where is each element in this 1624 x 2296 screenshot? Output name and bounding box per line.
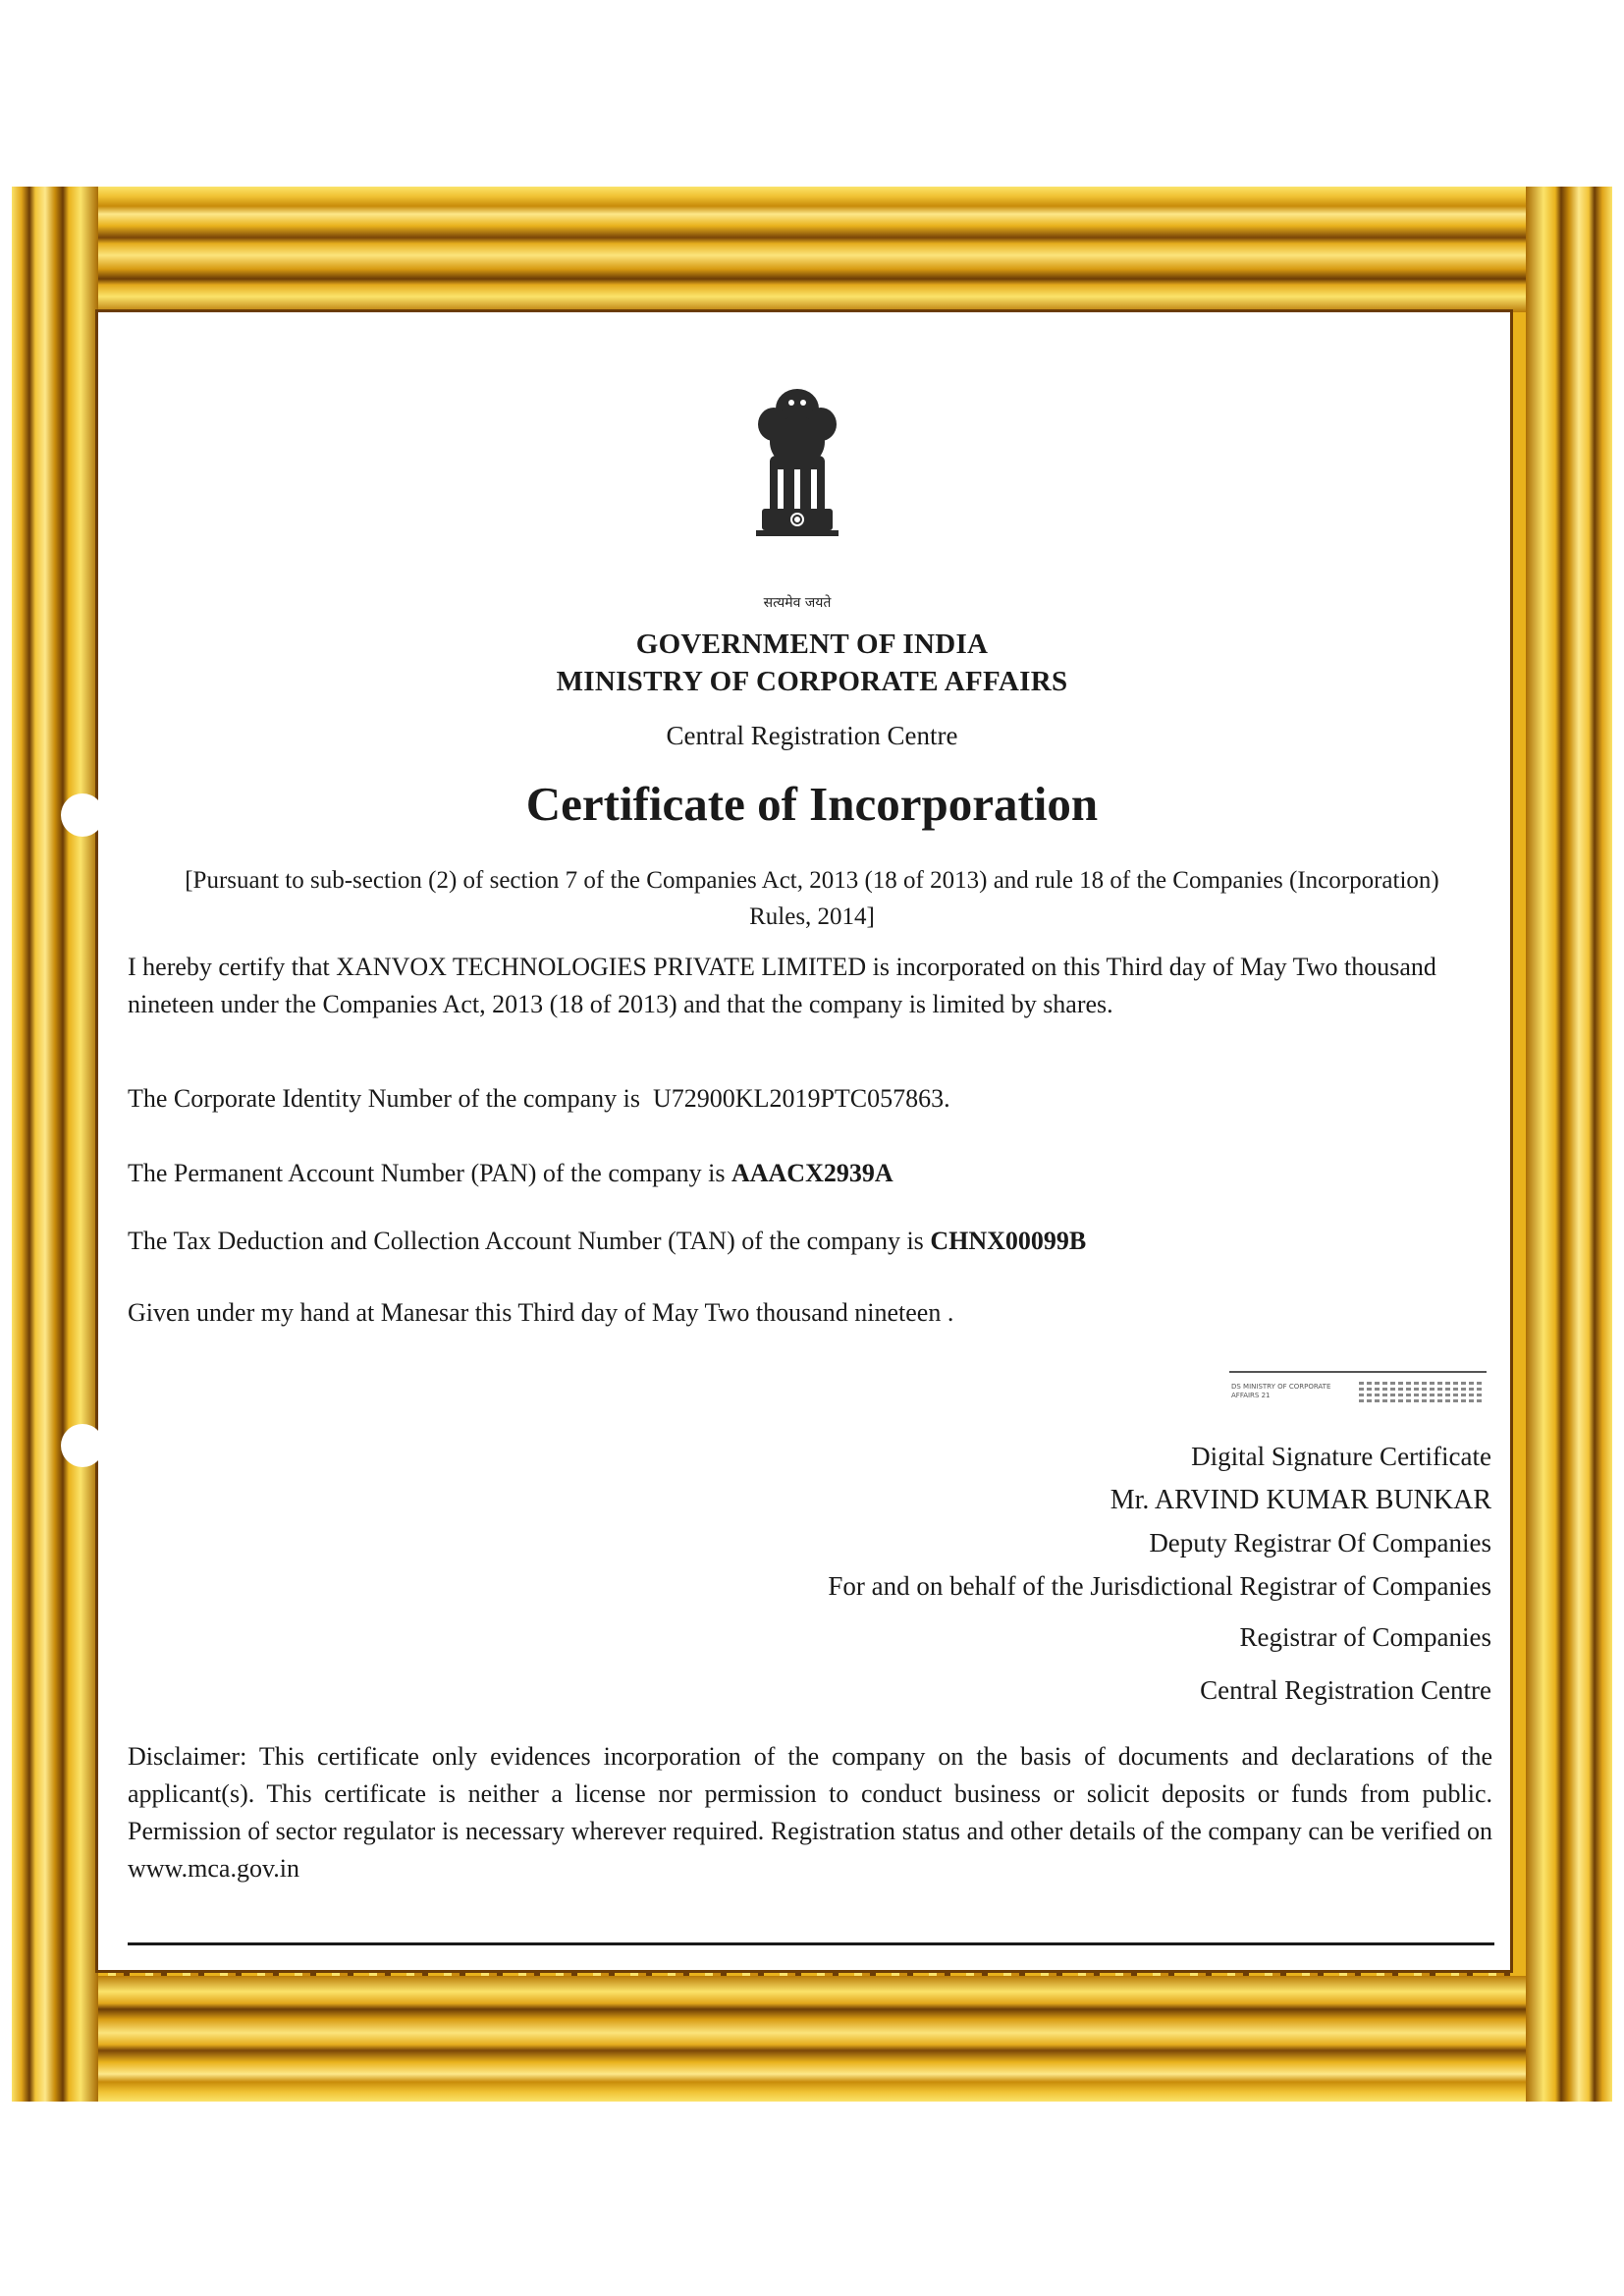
certificate-title: Certificate of Incorporation <box>525 777 1099 831</box>
tan-value: CHNX00099B <box>930 1227 1087 1255</box>
cin-value: U72900KL2019PTC057863. <box>653 1084 950 1113</box>
signature-certificate-label: Digital Signature Certificate <box>1191 1442 1491 1471</box>
frame-left-band <box>12 187 98 2102</box>
tan-label: The Tax Deduction and Collection Account Number (TAN) of the company is <box>128 1227 924 1255</box>
disclaimer-text: Disclaimer: This certificate only evidences incorporation of the company on the basis of documents and declarations of the applicant(s). This certificate is neither a license nor permission to conduct business or solicit deposits or funds from public. Permission of sector regulator is necessary wherever required. Registration status and other details of the company can be verified on www.mca.gov.in <box>128 1742 1492 1883</box>
signatory-name: Mr. ARVIND KUMAR BUNKAR <box>1110 1485 1491 1515</box>
motto-text: सत्यमेव जयते <box>763 595 832 611</box>
registrar-line: Registrar of Companies <box>1239 1622 1491 1652</box>
government-heading: GOVERNMENT OF INDIA <box>635 629 989 660</box>
signatory-designation: Deputy Registrar Of Companies <box>1149 1528 1491 1558</box>
stamp-text: DS MINISTRY OF CORPORATE AFFAIRS 21 <box>1231 1383 1331 1399</box>
certify-prefix: I hereby certify that <box>128 953 330 981</box>
pan-label: The Permanent Account Number (PAN) of the company is <box>128 1159 726 1187</box>
ministry-heading: MINISTRY OF CORPORATE AFFAIRS <box>556 666 1068 697</box>
pan-line <box>128 1155 1483 1192</box>
frame-top-band <box>12 187 1612 312</box>
digital-signature-stamp <box>1229 1371 1487 1416</box>
on-behalf-line: For and on behalf of the Jurisdictional Registrar of Companies <box>828 1571 1491 1601</box>
national-emblem-icon <box>738 371 856 597</box>
pursuant-text: [Pursuant to sub-section (2) of section 7 of the Companies Act, 2013 (18 of 2013) and rule 18 of the Companies (Incorporation) Rules, 2014] <box>185 867 1439 930</box>
cin-line <box>128 1080 1483 1118</box>
frame-right-band <box>1526 187 1612 2102</box>
tan-line <box>128 1223 1483 1260</box>
given-line: Given under my hand at Manesar this Third day of May Two thousand nineteen . <box>128 1298 954 1327</box>
stamp-detail-lines <box>1359 1379 1485 1405</box>
bottom-divider <box>128 1942 1494 1945</box>
cin-label: The Corporate Identity Number of the company is <box>128 1084 641 1113</box>
pan-value: AAACX2939A <box>731 1159 893 1187</box>
registration-centre-heading: Central Registration Centre <box>666 721 958 750</box>
punch-hole-bottom <box>61 1424 104 1467</box>
certify-suffix: is incorporated on this Third day of May Two thousand nineteen under the Companies Act, 2013 (18 of 2013) and that the company is limited by shares. <box>128 953 1436 1018</box>
centre-line: Central Registration Centre <box>1200 1675 1491 1705</box>
certify-paragraph <box>128 949 1483 1023</box>
company-name: XANVOX TECHNOLOGIES PRIVATE LIMITED <box>336 953 867 981</box>
frame-bottom-band <box>12 1976 1612 2102</box>
